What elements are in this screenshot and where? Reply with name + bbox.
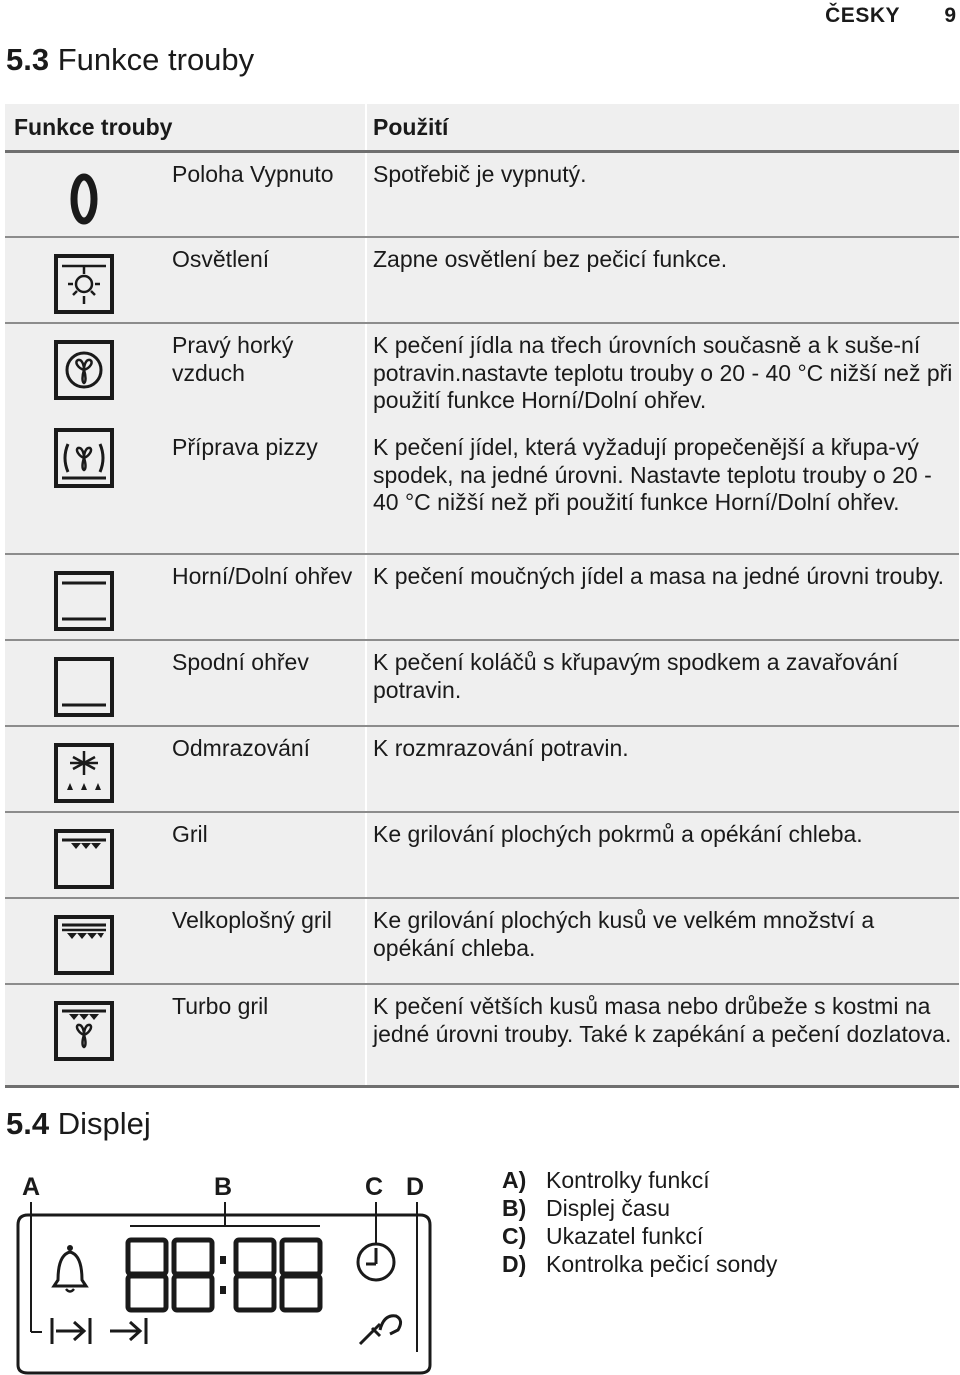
section-number: 5.4 [6,1106,50,1141]
turbo-grill-icon [52,999,116,1063]
table-row [5,324,959,426]
display-diagram [0,1160,960,1375]
function-name: Pravý horký vzduch [172,332,294,386]
section-title-text: Displej [57,1106,151,1141]
page-number: 9 [944,4,956,27]
pizza-icon [52,426,116,490]
end-time-icon [110,1318,146,1344]
language-label: ČESKY [825,4,900,27]
legend-item [502,1222,777,1250]
legend-text: Displej času [546,1195,670,1221]
section-number: 5.3 [6,42,50,77]
legend-text: Ukazatel funkcí [546,1223,704,1249]
table-row [5,555,959,641]
display-illustration [0,1160,480,1375]
callout-a: A [22,1173,41,1201]
function-name: Gril [172,821,208,847]
header-usage: Použití [373,114,449,140]
table-row [5,985,959,1088]
clock-icon [358,1244,394,1280]
section-title-text: Funkce trouby [57,42,255,77]
callout-d: D [406,1173,425,1201]
clock-colon [220,1256,226,1294]
callout-b: B [214,1173,233,1201]
function-name: Spodní ohřev [172,649,309,675]
function-name: Osvětlení [172,246,270,272]
fast-grill-icon [52,913,116,977]
header-function: Funkce trouby [14,114,173,140]
legend-key: A) [502,1167,527,1193]
grill-icon [52,827,116,891]
legend-item [502,1166,777,1194]
section-title-oven-functions [6,42,254,78]
legend-key: C) [502,1223,527,1249]
function-usage: K pečení moučných jídel a masa na jedné úrovni trouby. [373,563,945,589]
legend-text: Kontrolky funkcí [546,1167,710,1193]
callout-c: C [365,1173,384,1201]
defrost-icon [52,741,116,805]
table-row [5,426,959,555]
clock-digits [128,1240,320,1310]
table-row [5,641,959,727]
table-header [5,104,959,153]
table-row [5,727,959,813]
page-header [0,2,960,30]
bell-icon [54,1245,86,1292]
legend-key: B) [502,1195,527,1221]
table-row [5,153,959,238]
table-row [5,238,959,324]
meat-probe-icon [360,1316,401,1344]
legend-item [502,1194,777,1222]
duration-icon [52,1318,90,1344]
function-usage: K pečení jídla na třech úrovních současně a k suše-ní potravin.nastavte teplotu trouby o 20 - 40 °C nižší než při použití funkce Horní/Dolní ohřev. [373,332,953,413]
function-usage: Spotřebič je vypnutý. [373,161,587,187]
table-row [5,899,959,985]
section-title-display [6,1106,151,1142]
oven-functions-table [5,104,959,1088]
function-name: Velkoplošný gril [172,907,332,933]
function-name: Horní/Dolní ohřev [172,563,353,589]
function-usage: K pečení větších kusů masa nebo drůbeže s kostmi na jedné úrovni trouby. Také k zapékání a pečení dozlatova. [373,993,952,1047]
top-bottom-heat-icon [52,569,116,633]
display-legend [502,1166,777,1278]
function-name: Poloha Vypnuto [172,161,334,187]
table-row [5,813,959,899]
function-name: Příprava pizzy [172,434,318,460]
light-icon [52,252,116,316]
legend-item [502,1250,777,1278]
legend-text: Kontrolka pečicí sondy [546,1251,778,1277]
function-usage: Ke grilování plochých kusů ve velkém množství a opékání chleba. [373,907,875,961]
bottom-heat-icon [52,655,116,719]
function-name: Turbo gril [172,993,269,1019]
function-usage: K pečení koláčů s křupavým spodkem a zavařování potravin. [373,649,899,703]
function-usage: Ke grilování plochých pokrmů a opékání chleba. [373,821,863,847]
function-usage: Zapne osvětlení bez pečicí funkce. [373,246,728,272]
function-usage: K rozmrazování potravin. [373,735,629,761]
function-usage: K pečení jídel, která vyžadují propečenější a křupa-vý spodek, na jedné úrovni. Nastavte teplotu trouby o 20 - 40 °C nižší než při použití funkce Horní/Dolní ohřev. [373,434,932,515]
legend-key: D) [502,1251,527,1277]
off-icon [52,167,116,231]
function-name: Odmrazování [172,735,311,761]
fan-icon [52,338,116,402]
